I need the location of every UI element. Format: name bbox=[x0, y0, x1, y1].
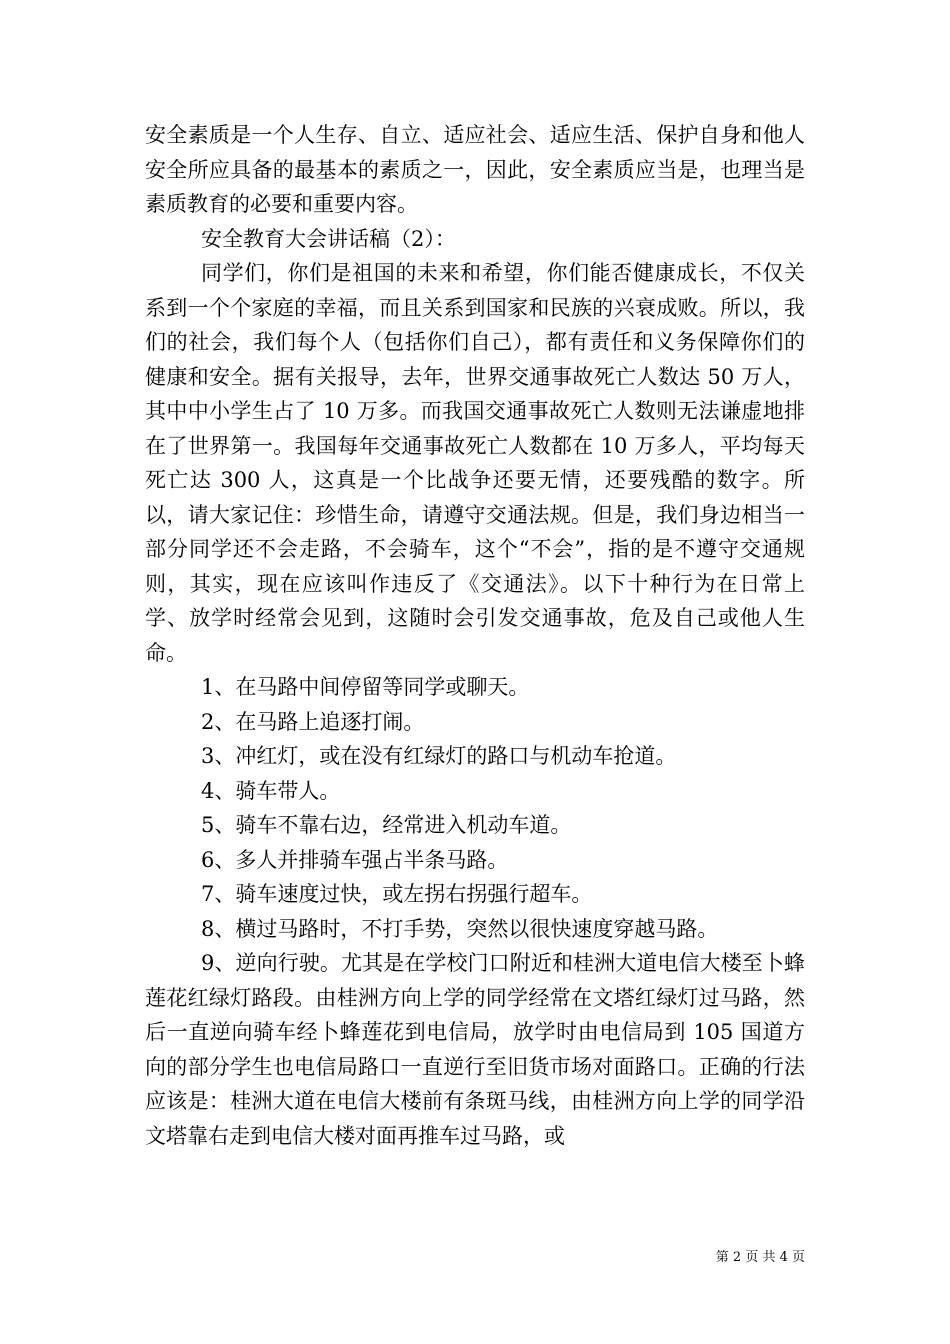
list-item: 4、骑车带人。 bbox=[201, 778, 341, 803]
document-body bbox=[145, 118, 805, 1153]
list-item: 7、骑车速度过快，或左拐右拐强行超车。 bbox=[201, 882, 593, 906]
intro-paragraph: 安全素质是一个人生存、自立、适应社会、适应生活、保护自身和他人安全所应具备的最基本的素质之一，因此，安全素质应当是，也理当是素质教育的必要和重要内容。 bbox=[145, 123, 805, 216]
list-item: 2、在马路上追逐打闹。 bbox=[201, 709, 425, 734]
section-title: 安全教育大会讲话稿（2）： bbox=[201, 226, 456, 251]
page-indicator: 第 2 页 共 4 页 bbox=[715, 1250, 805, 1265]
list-item: 1、在马路中间停留等同学或聊天。 bbox=[201, 675, 530, 699]
item9-paragraph: 9、逆向行驶。尤其是在学校门口附近和桂洲大道电信大楼至卜蜂莲花红绿灯路段。由桂洲方向上学的同学经常在文塔红绿灯过马路，然后一直逆向骑车经卜蜂莲花到电信局，放学时由电信局到 105 国道方向的部分学生也电信局路口一直逆行至旧货市场对面路口。正确的行法应该是：桂洲大道在电信大楼前有条斑马线，由桂洲方向上学的同学沿文塔靠右走到电信大楼对面再推车过马路，或 bbox=[145, 951, 805, 1148]
body-paragraph: 同学们，你们是祖国的未来和希望，你们能否健康成长，不仅关系到一个个家庭的幸福，而且关系到国家和民族的兴衰成败。所以，我们的社会，我们每个人（包括你们自己），都有责任和义务保障你们的健康和安全。据有关报导，去年，世界交通事故死亡人数达 50 万人，其中中小学生占了 10 万多。而我国交通事故死亡人数则无法谦虚地排在了世界第一。我国每年交通事故死亡人数都在 10 万多人，平均每天死亡达 300 人，这真是一个比战争还要无情，还要残酷的数字。所以，请大家记住：珍惜生命，请遵守交通法规。但是，我们身边相当一部分同学还不会走路，不会骑车，这个“不会”，指的是不遵守交通规则，其实，现在应该叫作违反了《交通法》。以下十种行为在日常上学、放学时经常会见到，这随时会引发交通事故，危及自己或他人生命。 bbox=[145, 261, 805, 665]
list-item: 8、横过马路时，不打手势，突然以很快速度穿越马路。 bbox=[201, 916, 719, 941]
list-item: 6、多人并排骑车强占半条马路。 bbox=[201, 847, 509, 872]
list-item: 3、冲红灯，或在没有红绿灯的路口与机动车抢道。 bbox=[201, 744, 677, 768]
list-item: 5、骑车不靠右边，经常进入机动车道。 bbox=[201, 813, 572, 837]
